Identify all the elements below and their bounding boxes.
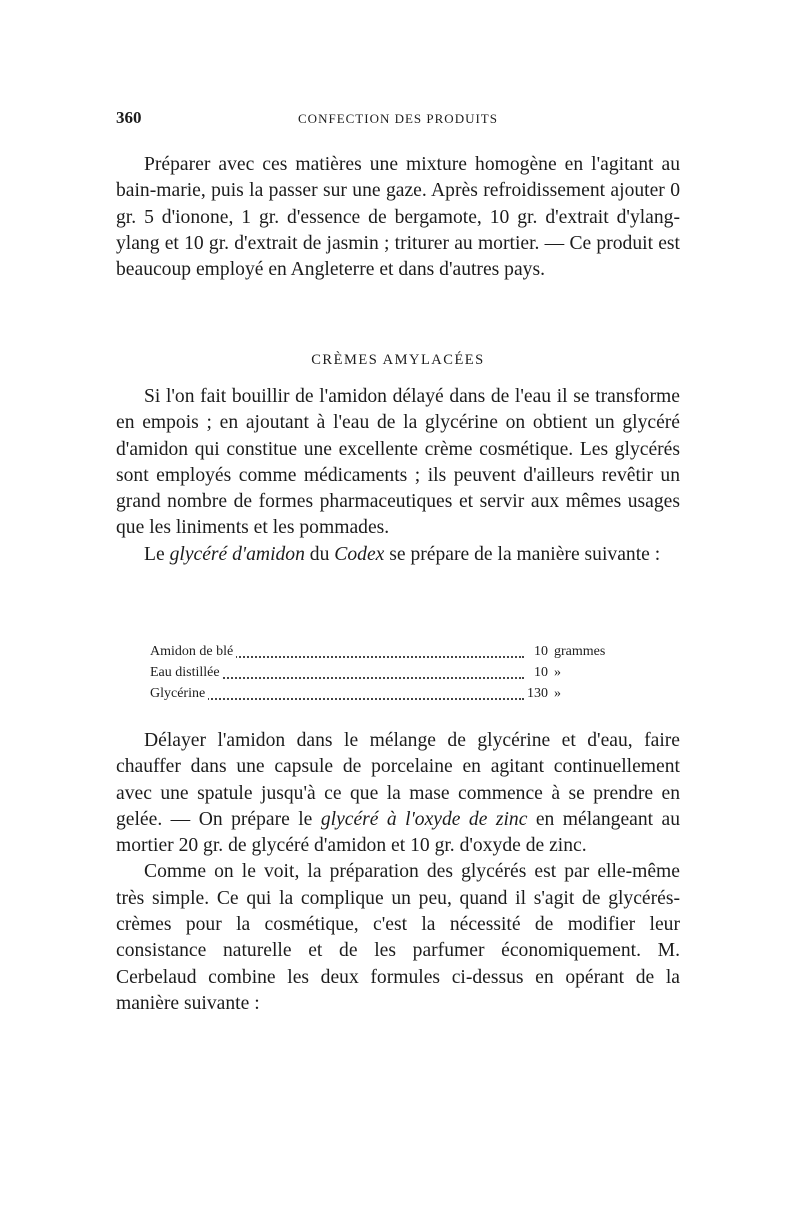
recipe-quantity: 130 (527, 686, 548, 701)
recipe-unit: grammes (554, 644, 606, 659)
section-title: CRÈMES AMYLACÉES (311, 352, 485, 368)
recipe-quantity: 10 (534, 644, 548, 659)
paragraph-4 (116, 728, 680, 859)
recipe-list (150, 641, 652, 704)
text-block-bottom (116, 728, 680, 1017)
recipe-row (150, 683, 652, 704)
paragraph-4-after: en mélangeant au mortier 20 gr. de glycéré d'amidon et 10 gr. d'oxyde de zinc. (116, 808, 681, 857)
paragraph-3-before: Le (144, 543, 170, 565)
recipe-quantity: 10 (534, 665, 548, 680)
recipe-ingredient: Eau distillée (150, 662, 223, 683)
recipe-unit: » (554, 665, 561, 680)
paragraph-4-before: Délayer l'amidon dans le mélange de glycérine et d'eau, faire chauffer dans une capsule de porcelaine en agitant continuellement avec une spatule jusqu'à ce que la mase commence à se prendre en gelée. — On prépare le (116, 730, 680, 830)
dot-leader (160, 698, 524, 700)
page-number: 360 (116, 108, 142, 127)
recipe-ingredient: Glycérine (150, 683, 208, 704)
paragraph-3-italic-glycere: glycéré d'amidon (169, 543, 305, 565)
paragraph-3 (116, 542, 680, 568)
paragraph-3-middle: du (304, 543, 335, 565)
page-header (116, 108, 680, 132)
paragraph-3-after: se prépare de la manière suivante : (384, 543, 661, 565)
paragraph-4-italic-zinc: glycéré à l'oxyde de zinc (320, 808, 528, 830)
paragraph-5: Comme on le voit, la préparation des glycérés est par elle-même très simple. Ce qui la complique un peu, quand il s'agit de glycérés-crèmes pour la cosmétique, c'est la nécessité de modifier leur consistance naturelle et de les parfumer économiquement. M. Cerbelaud combine les deux formules ci-dessus en opérant de la manière suivante : (116, 861, 680, 1014)
recipe-unit: » (554, 686, 561, 701)
running-title: CONFECTION DES PRODUITS (298, 111, 498, 126)
text-block-middle (116, 384, 680, 568)
paragraph-1: Préparer avec ces matières une mixture homogène en l'agitant au bain-marie, puis la passer sur une gaze. Après refroidissement ajouter 0 gr. 5 d'ionone, 1 gr. d'essence de bergamote, 10 gr. d'extrait d'ylang-ylang et 10 gr. d'extrait de jasmin ; triturer au mortier. — Ce produit est beaucoup employé en Angleterre et dans d'autres pays. (116, 154, 680, 281)
paragraph-3-italic-codex: Codex (334, 543, 385, 565)
text-block-top (116, 152, 680, 283)
paragraph-2: Si l'on fait bouillir de l'amidon délayé dans de l'eau il se transforme en empois ; en ajoutant à l'eau de la glycérine on obtient un glycéré d'amidon qui constitue une excellente crème cosmétique. Les glycérés sont employés comme médicaments ; ils peuvent d'ailleurs revêtir un grand nombre de formes pharmaceutiques et servir aux mêmes usages que les liniments et les pommades. (116, 386, 680, 539)
recipe-ingredient: Amidon de blé (150, 641, 236, 662)
recipe-row (150, 641, 652, 662)
recipe-row (150, 662, 652, 683)
